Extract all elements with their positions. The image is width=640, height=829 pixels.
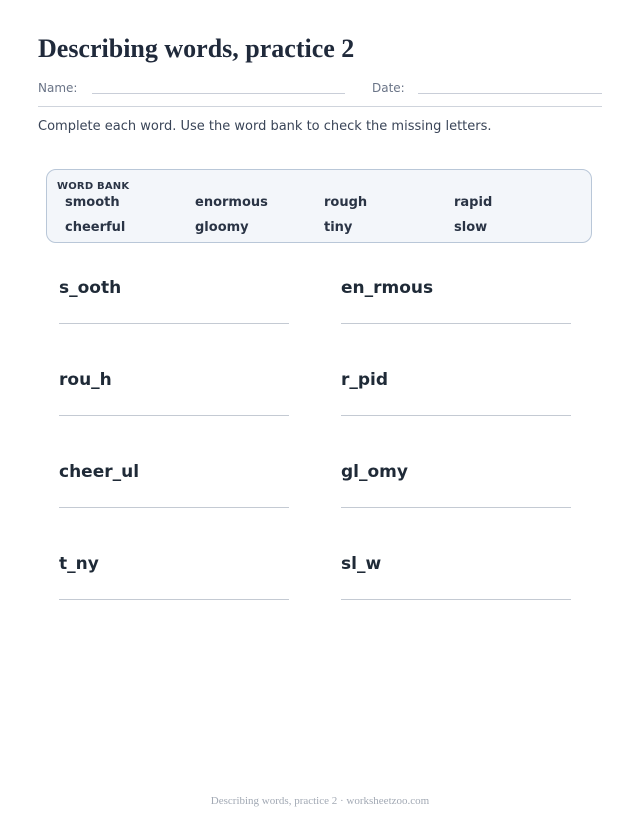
word-bank-label: WORD BANK xyxy=(57,181,130,192)
word-bank-word: gloomy xyxy=(195,220,249,235)
header-divider xyxy=(38,106,602,107)
word-bank-word: enormous xyxy=(195,195,268,210)
exercise-word: gl_omy xyxy=(341,462,408,482)
answer-line[interactable] xyxy=(59,507,289,508)
page-footer: Describing words, practice 2 · worksheetzoo.com xyxy=(210,795,430,807)
name-label: Name: xyxy=(38,81,78,95)
date-field[interactable] xyxy=(418,93,602,94)
word-bank xyxy=(46,169,592,243)
word-bank-word: slow xyxy=(454,220,488,235)
answer-line[interactable] xyxy=(341,415,571,416)
answer-line[interactable] xyxy=(341,599,571,600)
answer-line[interactable] xyxy=(59,323,289,324)
word-bank-word: cheerful xyxy=(65,220,126,235)
word-bank-word: tiny xyxy=(324,220,353,235)
exercise-word: cheer_ul xyxy=(59,462,140,482)
answer-line[interactable] xyxy=(341,323,571,324)
worksheet-title: Describing words, practice 2 xyxy=(38,34,355,63)
exercise-word: en_rmous xyxy=(341,278,434,298)
instructions: Complete each word. Use the word bank to check the missing letters. xyxy=(38,119,492,134)
name-field[interactable] xyxy=(92,93,345,94)
exercise-word: s_ooth xyxy=(59,278,122,298)
answer-line[interactable] xyxy=(341,507,571,508)
word-bank-word: rough xyxy=(324,195,368,210)
exercise-word: rou_h xyxy=(59,370,112,390)
date-label: Date: xyxy=(372,81,405,95)
word-bank-word: smooth xyxy=(65,195,120,210)
exercise-word: t_ny xyxy=(59,554,99,574)
answer-line[interactable] xyxy=(59,415,289,416)
word-bank-word: rapid xyxy=(454,195,493,210)
exercise-word: r_pid xyxy=(341,370,389,390)
exercise-word: sl_w xyxy=(341,554,382,574)
answer-line[interactable] xyxy=(59,599,289,600)
